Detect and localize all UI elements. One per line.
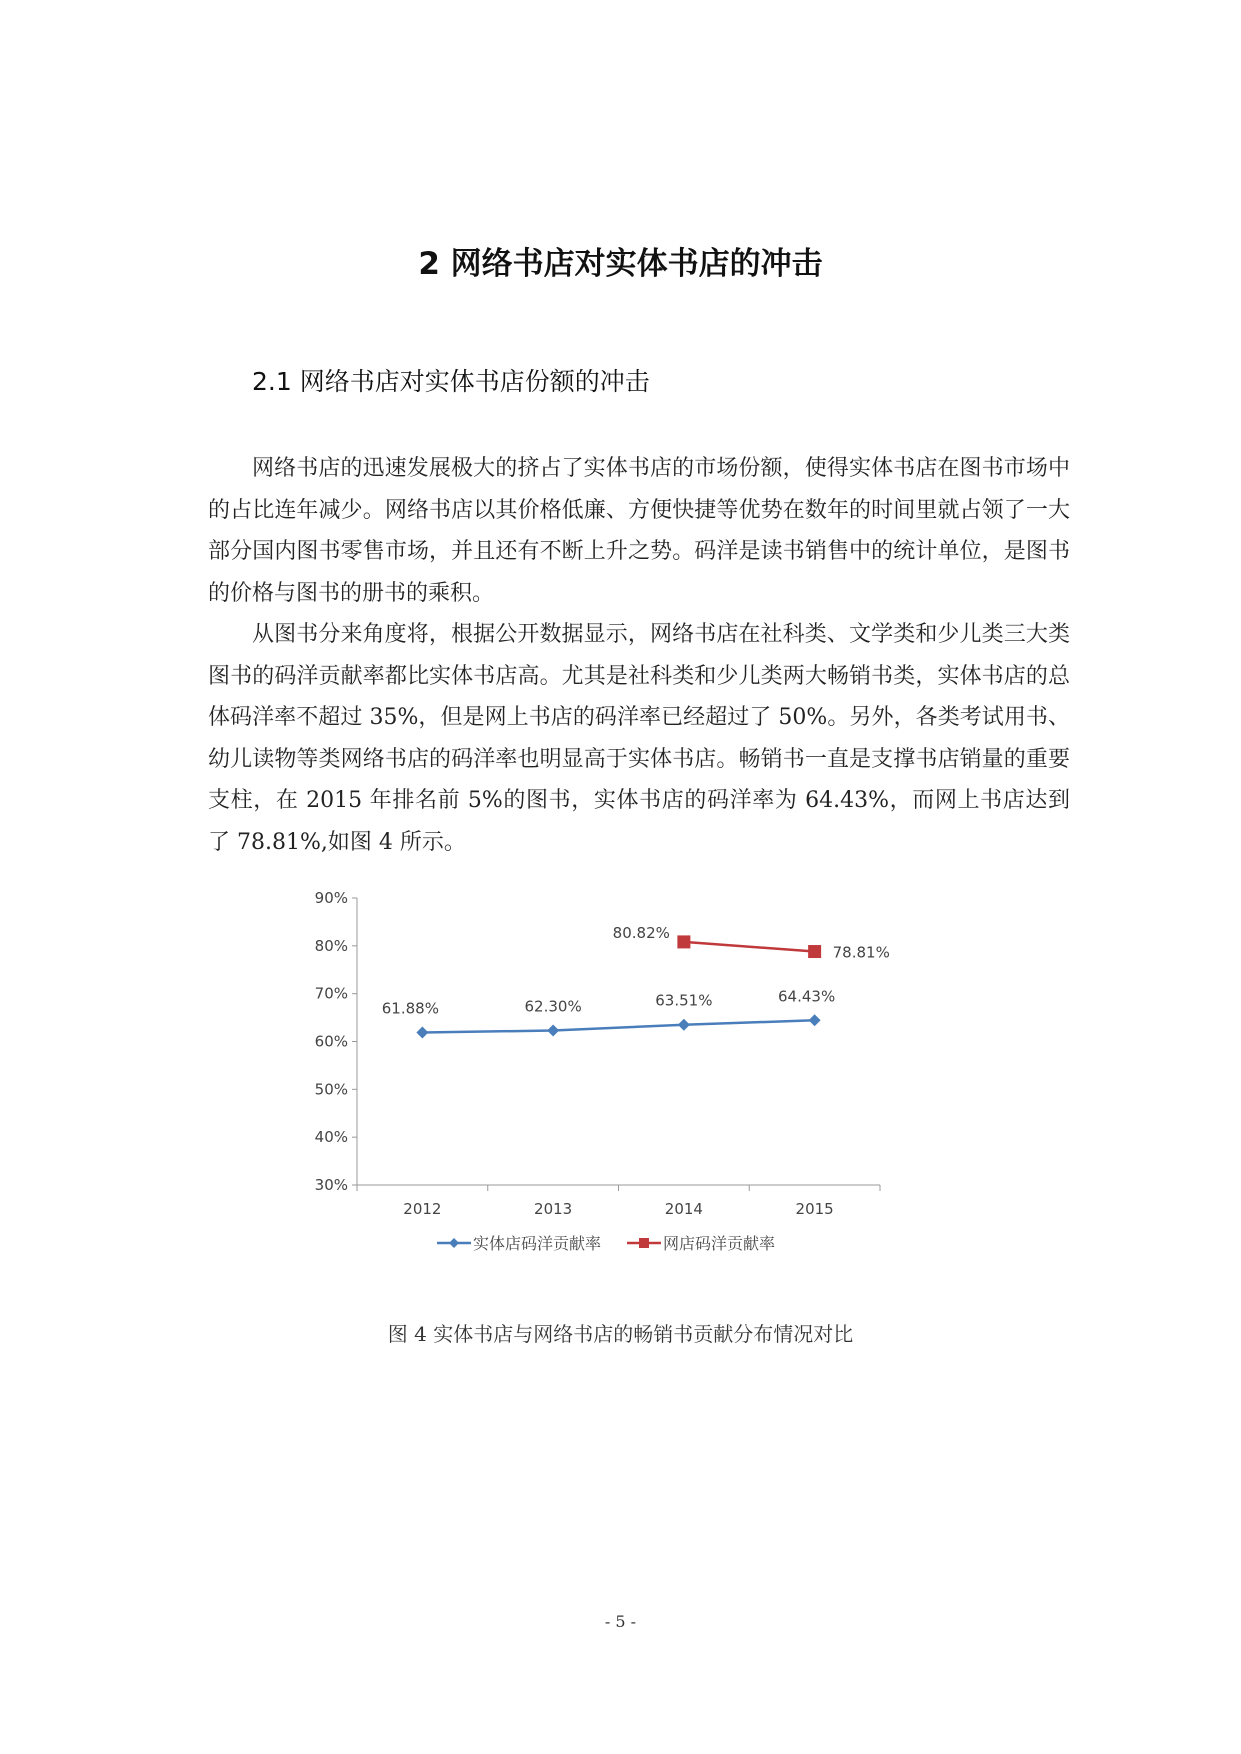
data-label: 80.82% — [612, 923, 670, 942]
data-label: 63.51% — [655, 991, 713, 1010]
x-tick-label: 2014 — [664, 1200, 703, 1218]
body-text — [208, 448, 1070, 863]
chapter-title: 2 网络书店对实体书店的冲击 — [418, 246, 823, 282]
legend-marker — [639, 1238, 649, 1248]
line-chart — [314, 870, 1010, 1270]
section-title: 2.1 网络书店对实体书店份额的冲击 — [252, 367, 650, 396]
data-point — [677, 935, 690, 948]
y-tick-label: 90% — [314, 889, 348, 907]
paragraph-2: 从图书分来角度将，根据公开数据显示，网络书店在社科类、文学类和少儿类三大类图书的码洋贡献率都比实体书店高。尤其是社科类和少儿类两大畅销书类，实体书店的总体码洋率不超过 35%，但是网上书店的码洋率已经超过了 50%。另外，各类考试用书、幼儿读物等类网络书店的码洋率也明显高于实体书店。畅销书一直是支撑书店销量的重要支柱，在 2015 年排名前 5%的图书，实体书店的码洋率为 64.43%，而网上书店达到了 78.81%,如图 4 所示。 — [208, 622, 1070, 855]
page-number: - 5 - — [604, 1612, 637, 1631]
data-label: 64.43% — [778, 987, 836, 1006]
y-tick-label: 30% — [314, 1176, 348, 1194]
legend-label: 网店码洋贡献率 — [663, 1234, 776, 1253]
series-line-0 — [422, 1020, 814, 1032]
x-tick-label: 2013 — [534, 1200, 573, 1218]
y-tick-label: 60% — [314, 1032, 348, 1051]
data-point — [547, 1024, 559, 1036]
figure-caption: 图 4 实体书店与网络书店的畅销书贡献分布情况对比 — [387, 1322, 854, 1346]
y-tick-label: 40% — [314, 1128, 348, 1147]
x-tick-label: 2015 — [795, 1200, 834, 1218]
x-tick-label: 2012 — [403, 1200, 442, 1218]
legend-marker — [449, 1238, 459, 1248]
data-label: 62.30% — [524, 997, 582, 1016]
series-line-1 — [684, 942, 815, 952]
y-tick-label: 50% — [314, 1080, 348, 1099]
y-tick-label: 80% — [314, 936, 348, 955]
legend-label: 实体店码洋贡献率 — [473, 1234, 602, 1253]
y-tick-label: 70% — [314, 984, 348, 1003]
data-point — [416, 1027, 428, 1039]
data-label: 78.81% — [832, 943, 890, 962]
data-point — [808, 945, 821, 958]
figure-4 — [314, 870, 1010, 1270]
data-point — [678, 1019, 690, 1031]
paragraph-1: 网络书店的迅速发展极大的挤占了实体书店的市场份额，使得实体书店在图书市场中的占比连年减少。网络书店以其价格低廉、方便快捷等优势在数年的时间里就占领了一大部分国内图书零售市场，并且还有不断上升之势。码洋是读书销售中的统计单位，是图书的价格与图书的册书的乘积。 — [208, 456, 1070, 606]
data-point — [809, 1014, 821, 1026]
data-label: 61.88% — [381, 999, 439, 1018]
